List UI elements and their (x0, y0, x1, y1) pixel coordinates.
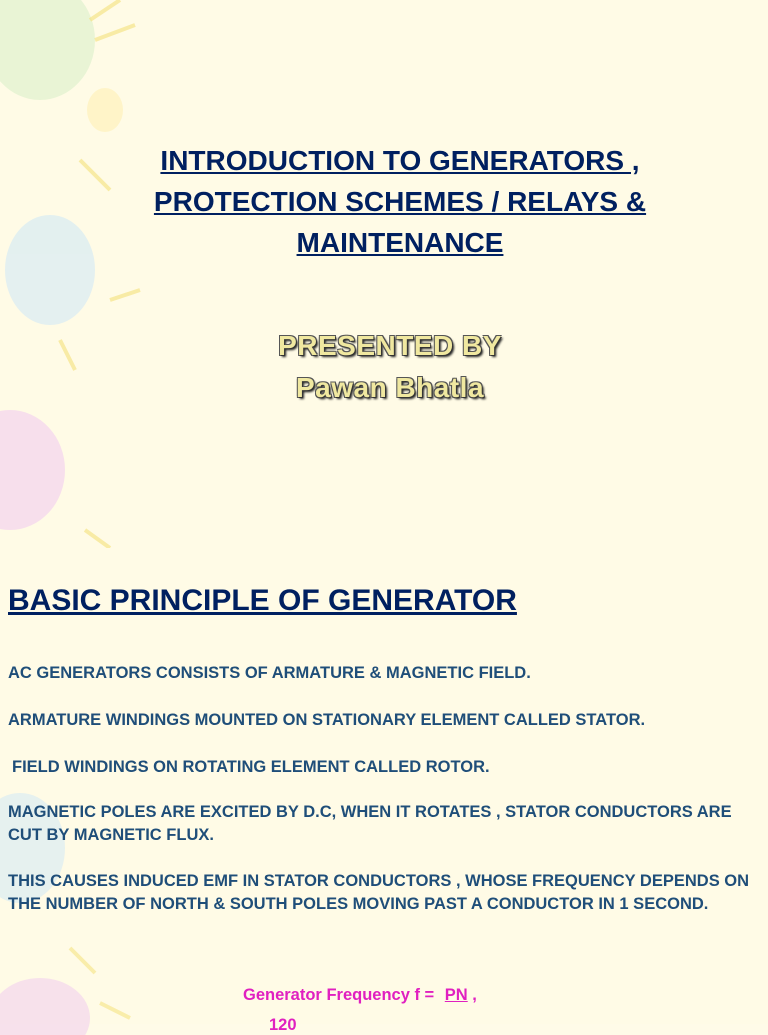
title-line-2: PROTECTION SCHEMES / RELAYS & (153, 186, 647, 217)
title-line-1: INTRODUCTION TO GENERATORS , (160, 145, 640, 176)
frequency-formula (243, 986, 477, 1005)
slide-2 (0, 548, 768, 1034)
balloon-decoration-1 (0, 0, 150, 548)
paragraph-2: ARMATURE WINDINGS MOUNTED ON STATIONARY ELEMENT CALLED STATOR. (8, 711, 646, 729)
title-line-3: MAINTENANCE (296, 227, 504, 258)
paragraph-1: AC GENERATORS CONSISTS OF ARMATURE & MAGNETIC FIELD. (8, 664, 531, 682)
presented-by-label: PRESENTED BY (278, 330, 502, 361)
balloon-decoration-2 (0, 548, 150, 1024)
presenter-name: Pawan Bhatla (295, 372, 485, 403)
formula-numerator: PN (444, 986, 468, 1004)
section-heading: BASIC PRINCIPLE OF GENERATOR (8, 584, 517, 617)
formula-separator: , (467, 986, 477, 1004)
presentation-title (100, 140, 700, 263)
formula-denominator: 120 (269, 1016, 297, 1034)
formula-label: Generator Frequency f = (243, 986, 439, 1004)
paragraph-3: FIELD WINDINGS ON ROTATING ELEMENT CALLED ROTOR. (12, 758, 490, 776)
paragraph-4: MAGNETIC POLES ARE EXCITED BY D.C, WHEN IT ROTATES , STATOR CONDUCTORS ARE CUT BY MAGNETIC FLUX. (8, 803, 732, 844)
paragraph-5: THIS CAUSES INDUCED EMF IN STATOR CONDUCTORS , WHOSE FREQUENCY DEPENDS ON THE NUMBER OF NORTH & SOUTH POLES MOVING PAST A CONDUCTOR IN 1 SECOND. (8, 872, 750, 913)
